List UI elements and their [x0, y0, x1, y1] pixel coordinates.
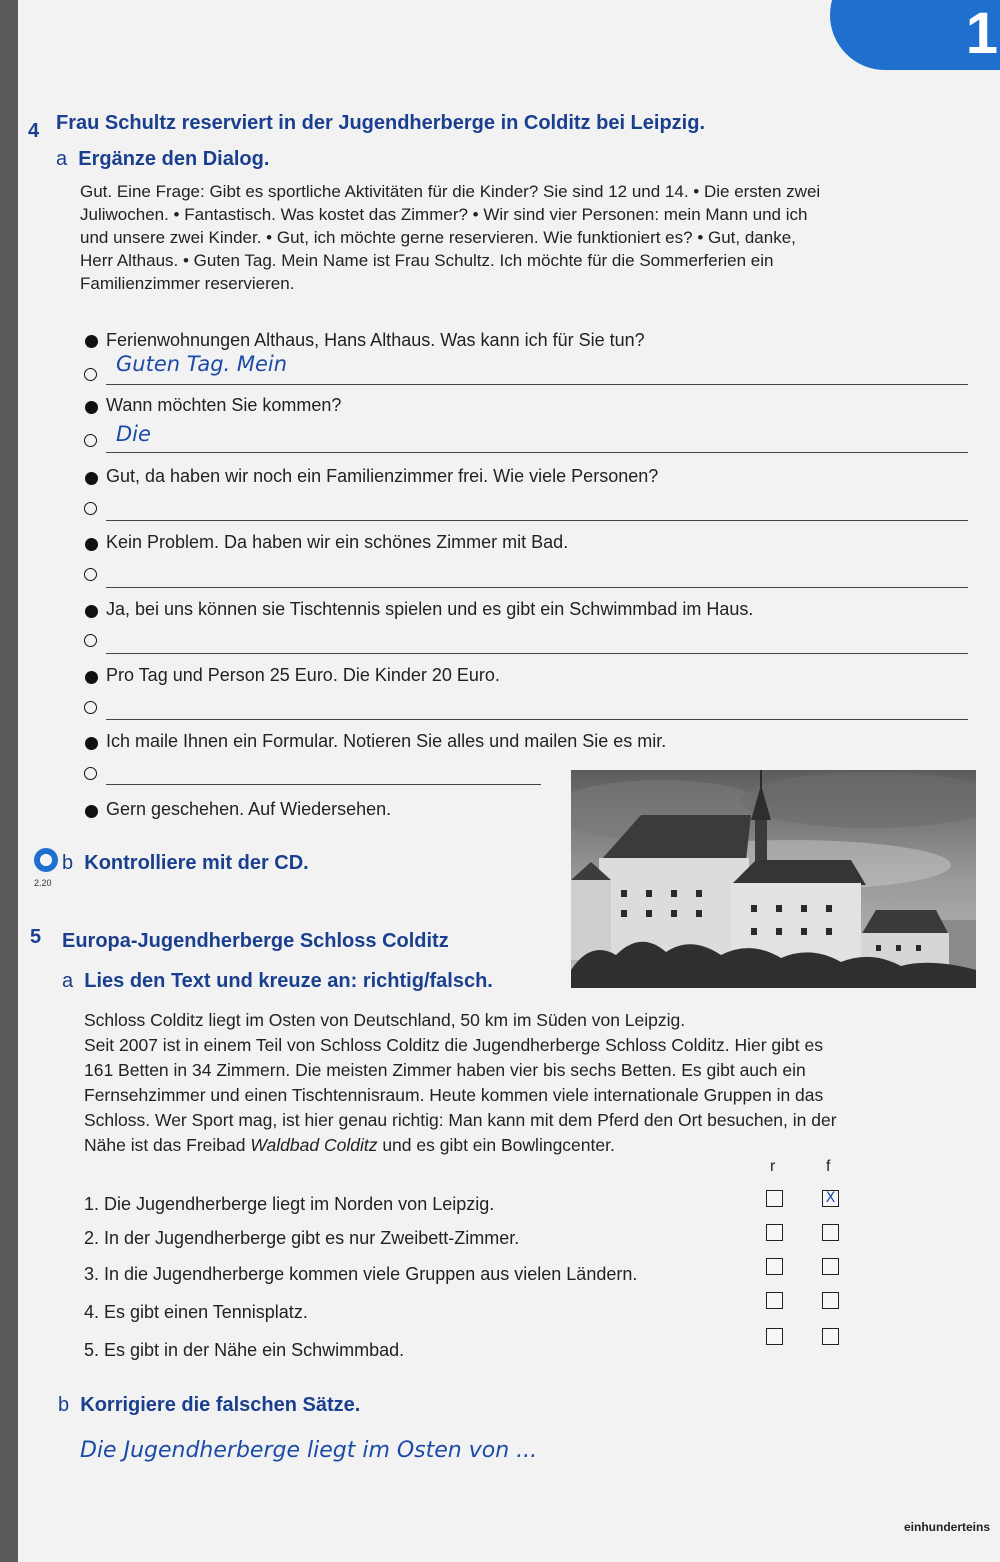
answer-line[interactable]: [106, 719, 968, 720]
speaker-bullet: [85, 805, 98, 818]
sentence-bank-line: und unsere zwei Kinder. • Gut, ich möchte gerne reservieren. Wie funktioniert es? • Gut, danke,: [80, 228, 796, 247]
exercise-4b-heading: [62, 852, 309, 875]
dialog-line: Ja, bei uns können sie Tischtennis spielen und es gibt ein Schwimmbad im Haus.: [106, 599, 754, 619]
exercise-4a-heading: [56, 148, 269, 171]
checkbox-richtig[interactable]: [766, 1258, 783, 1275]
dialog-line: Ich maile Ihnen ein Formular. Notieren Sie alles und mailen Sie es mir.: [106, 731, 667, 751]
reading-segment: Nähe ist das Freibad: [84, 1135, 251, 1155]
exercise-4-title: Frau Schultz reserviert in der Jugendherberge in Colditz bei Leipzig.: [56, 112, 706, 134]
exercise-5-number: 5: [30, 926, 42, 948]
reply-circle: [84, 434, 97, 447]
page-number-word: einhunderteins: [903, 1520, 990, 1534]
reply-circle: [84, 568, 97, 581]
exercise-5a-heading: [62, 970, 493, 993]
workbook-page: [18, 0, 1000, 1562]
statement: 3. In die Jugendherberge kommen viele Gruppen aus vielen Ländern.: [84, 1264, 638, 1284]
answer-line[interactable]: [106, 653, 968, 654]
dialog-line: Kein Problem. Da haben wir ein schönes Zimmer mit Bad.: [106, 532, 569, 552]
dialog-line: Gut, da haben wir noch ein Familienzimmer frei. Wie viele Personen?: [106, 466, 659, 486]
reading-line: Fernsehzimmer und einen Tischtennisraum. Heute kommen viele internationale Gruppen in das: [84, 1085, 824, 1105]
checkbox-richtig[interactable]: [766, 1292, 783, 1309]
exercise-5b-title: Korrigiere die falschen Sätze.: [80, 1394, 361, 1416]
checkbox-falsch[interactable]: [822, 1328, 839, 1345]
sentence-bank-line: Familienzimmer reservieren.: [80, 274, 295, 293]
speaker-bullet: [85, 335, 98, 348]
reply-circle: [84, 634, 97, 647]
handwritten-correction: Die Jugendherberge liegt im Osten von ...: [80, 1438, 538, 1463]
checkbox-richtig[interactable]: [766, 1328, 783, 1345]
statement: 1. Die Jugendherberge liegt im Norden von Leipzig.: [84, 1194, 495, 1214]
dialog-line: Gern geschehen. Auf Wiedersehen.: [106, 799, 392, 819]
exercise-5b-heading: [58, 1394, 360, 1417]
dialog-line: Ferienwohnungen Althaus, Hans Althaus. Was kann ich für Sie tun?: [106, 330, 645, 350]
reply-circle: [84, 368, 97, 381]
statement: 2. In der Jugendherberge gibt es nur Zweibett-Zimmer.: [84, 1228, 520, 1248]
answer-line[interactable]: [106, 520, 968, 521]
reply-circle: [84, 701, 97, 714]
reading-text: [84, 1008, 984, 1158]
speaker-bullet: [85, 472, 98, 485]
exercise-4-number: 4: [28, 120, 40, 142]
handwritten-answer: Die: [116, 422, 151, 446]
sentence-bank-line: Juliwochen. • Fantastisch. Was kostet das Zimmer? • Wir sind vier Personen: mein Mann und ich: [80, 205, 808, 224]
exercise-4b-title: Kontrolliere mit der CD.: [84, 852, 309, 874]
exercise-4b-letter: b: [62, 852, 74, 874]
exercise-5b-letter: b: [58, 1394, 70, 1416]
answer-line[interactable]: [106, 587, 968, 588]
statement: 4. Es gibt einen Tennisplatz.: [84, 1302, 308, 1322]
exercise-4a-title: Ergänze den Dialog.: [78, 148, 270, 170]
chapter-number: 1: [965, 1, 998, 66]
column-falsch: f: [826, 1158, 831, 1175]
reading-segment: und es gibt ein Bowlingcenter.: [377, 1135, 615, 1155]
reading-line: 161 Betten in 34 Zimmern. Die meisten Zimmer haben vier bis sechs Betten. Es gibt auch ein: [84, 1060, 806, 1080]
sentence-bank-line: Gut. Eine Frage: Gibt es sportliche Aktivitäten für die Kinder? Sie sind 12 und 14. • Die ersten zwei: [80, 182, 821, 201]
sentence-bank: [80, 180, 980, 295]
dialog-line: Pro Tag und Person 25 Euro. Die Kinder 20 Euro.: [106, 665, 500, 685]
exercise-5a-letter: a: [62, 970, 74, 992]
dialog-line: Wann möchten Sie kommen?: [106, 395, 342, 415]
exercise-5a-title: Lies den Text und kreuze an: richtig/falsch.: [84, 970, 493, 992]
pool-name: Waldbad Colditz: [250, 1135, 378, 1155]
reply-circle: [84, 502, 97, 515]
answer-line[interactable]: [106, 384, 968, 385]
exercise-4a-letter: a: [56, 148, 68, 170]
speaker-bullet: [85, 737, 98, 750]
checkbox-falsch[interactable]: [822, 1224, 839, 1241]
checkbox-richtig[interactable]: [766, 1190, 783, 1207]
checkbox-falsch[interactable]: X: [822, 1190, 839, 1207]
speaker-bullet: [85, 671, 98, 684]
reply-circle: [84, 767, 97, 780]
cd-icon: [34, 848, 58, 872]
reading-line: Schloss Colditz liegt im Osten von Deutschland, 50 km im Süden von Leipzig.: [84, 1010, 686, 1030]
checkbox-falsch[interactable]: [822, 1292, 839, 1309]
checkbox-richtig[interactable]: [766, 1224, 783, 1241]
cd-track-number: 2.20: [34, 878, 52, 888]
castle-photo: [571, 770, 976, 988]
statement: 5. Es gibt in der Nähe ein Schwimmbad.: [84, 1340, 405, 1360]
column-richtig: r: [770, 1158, 776, 1175]
speaker-bullet: [85, 605, 98, 618]
reading-line: [84, 1133, 984, 1158]
sentence-bank-line: Herr Althaus. • Guten Tag. Mein Name ist Frau Schultz. Ich möchte für die Sommerferien ein: [80, 251, 774, 270]
reading-line: Seit 2007 ist in einem Teil von Schloss Colditz die Jugendherberge Schloss Colditz. Hier gibt es: [84, 1035, 823, 1055]
reading-line: Schloss. Wer Sport mag, ist hier genau richtig: Man kann mit dem Pferd den Ort besuchen, in der: [84, 1110, 837, 1130]
handwritten-answer: Guten Tag. Mein: [116, 352, 288, 376]
answer-line[interactable]: [106, 452, 968, 453]
exercise-5-title: Europa-Jugendherberge Schloss Colditz: [62, 930, 449, 952]
checkbox-falsch[interactable]: [822, 1258, 839, 1275]
speaker-bullet: [85, 401, 98, 414]
speaker-bullet: [85, 538, 98, 551]
answer-line[interactable]: [106, 784, 541, 785]
